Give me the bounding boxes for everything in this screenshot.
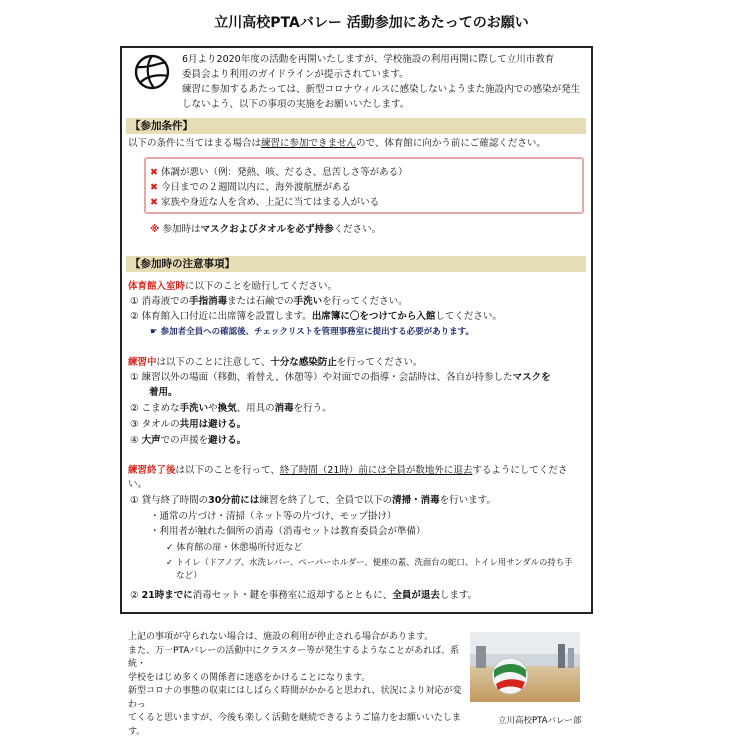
check-icon: ✓ <box>166 557 174 567</box>
practice-item: ④ 大声での声援を避ける。 <box>130 435 247 446</box>
end-check-item: ✓ トイレ（ドアノブ、水洗レバー、ペーパーホルダー、便座の蓋、洗面台の蛇口、トイレ用サンダルの持ち手 <box>166 557 573 567</box>
page-title: 立川高校PTAバレー 活動参加にあたってのお願い <box>214 15 529 31</box>
end-lead: 練習終了後は以下のことを行って、終了時間（21時）前には全員が数地外に退去するようにしてくださ <box>128 465 568 476</box>
end-item: ② 21時までに消毒セット・鍵を事務室に返却するとともに、全員が退去します。 <box>130 590 478 601</box>
condition-item: ✖ 体調が悪い（例：発熱、咳、だるさ、息苦しさ等がある） <box>150 167 408 178</box>
entry-subnote: ☛ 参加者全員への確認後、チェックリストを管理事務室に提出する必要があります。 <box>150 327 474 337</box>
footer-line: 上記の事項が守られない場合は、施設の利用が停止される場合があります。 <box>128 632 434 642</box>
notes-heading: 【参加時の注意事項】 <box>126 256 586 272</box>
footer-text <box>128 631 468 739</box>
intro-text <box>182 52 587 112</box>
footer-line: 新型コロナの事態の収束にはしばらく時間がかかると思われ、状況により対応が変わっ <box>128 686 462 710</box>
end-check-item: ✓ 体育館の扉・休憩場所付近など <box>166 543 303 553</box>
end-item: ① 貸与終了時間の30分前には練習を終了して、全員で以下の清掃・消毒を行います。 <box>130 495 496 506</box>
intro-line: 練習に参加するあたっては、新型コロナウィルスに感染しないようまた施設内での感染が発生 <box>182 84 581 95</box>
condition-item: ✖ 家族や身近な人を含め、上記に当てはまる人がいる <box>150 197 380 208</box>
check-icon: ✓ <box>166 543 174 553</box>
intro-line: しないよう、以下の事項の実施をお願いいたします。 <box>182 99 410 110</box>
signature: 立川高校PTAバレー部 <box>498 716 582 726</box>
end-check-item-cont: など） <box>176 571 202 581</box>
end-lead-cont: い。 <box>128 479 148 490</box>
conditions-lead: 以下の条件に当てはまる場合は練習に参加できませんので、体育館に向かう前にご確認ください。 <box>128 138 546 149</box>
footer-line: 学校をはじめ多くの関係者に迷惑をかけることになります。 <box>128 672 371 683</box>
end-subitem: ・利用者が触れた個所の消毒（消毒セットは教育委員会が準備） <box>150 526 426 537</box>
practice-item-cont: 着用。 <box>149 387 178 398</box>
cross-icon: ✖ <box>150 167 158 178</box>
condition-item: ✖ 今日までの２週間以内に、海外渡航歴がある <box>150 182 351 193</box>
intro-line: 委員会より利用のガイドラインが提示されています。 <box>182 69 409 80</box>
volleyball-icon <box>134 54 170 90</box>
intro-line: 6月より2020年度の活動を再開いたしますが、学校施設の利用再開に際して立川市教育 <box>182 54 555 65</box>
conditions-heading: 【参加条件】 <box>126 118 586 134</box>
cross-icon: ✖ <box>150 197 158 208</box>
pointing-hand-icon: ☛ <box>150 327 158 337</box>
entry-lead: 体育館入室時に以下のことを励行してください。 <box>128 281 338 292</box>
gym-volleyball-photo <box>470 632 580 702</box>
entry-item: ① 消毒液での手指消毒または石鹸での手洗いを行ってください。 <box>130 296 408 307</box>
conditions-note: ※ 参加時はマスクおよびタオルを必ず持参ください。 <box>150 224 382 235</box>
practice-item: ① 練習以外の場面（移動、着替え、休憩等）や対面での指導・会話時は、各自が持参したマスクを <box>130 372 551 383</box>
footer-line: てくると思いますが、今後も楽しく活動を継続できるようご協力をお願いいたします。 <box>128 713 462 737</box>
footer-line: また、万一PTAバレーの活動中にクラスター等が発生するようなことがあれば、系統・ <box>128 645 460 669</box>
entry-item: ② 体育館入口付近に出席簿を設置します。出席簿に〇をつけてから入館してください。 <box>130 311 502 322</box>
cross-icon: ✖ <box>150 182 158 193</box>
practice-item: ② こまめな手洗いや換気、用具の消毒を行う。 <box>130 403 332 414</box>
practice-lead: 練習中は以下のことに注意して、十分な感染防止を行ってください。 <box>128 357 423 368</box>
practice-item: ③ タオルの共用は避ける。 <box>130 419 247 430</box>
end-subitem: ・通常の片づけ・清掃（ネット等の片づけ、モップ掛け） <box>150 511 397 522</box>
